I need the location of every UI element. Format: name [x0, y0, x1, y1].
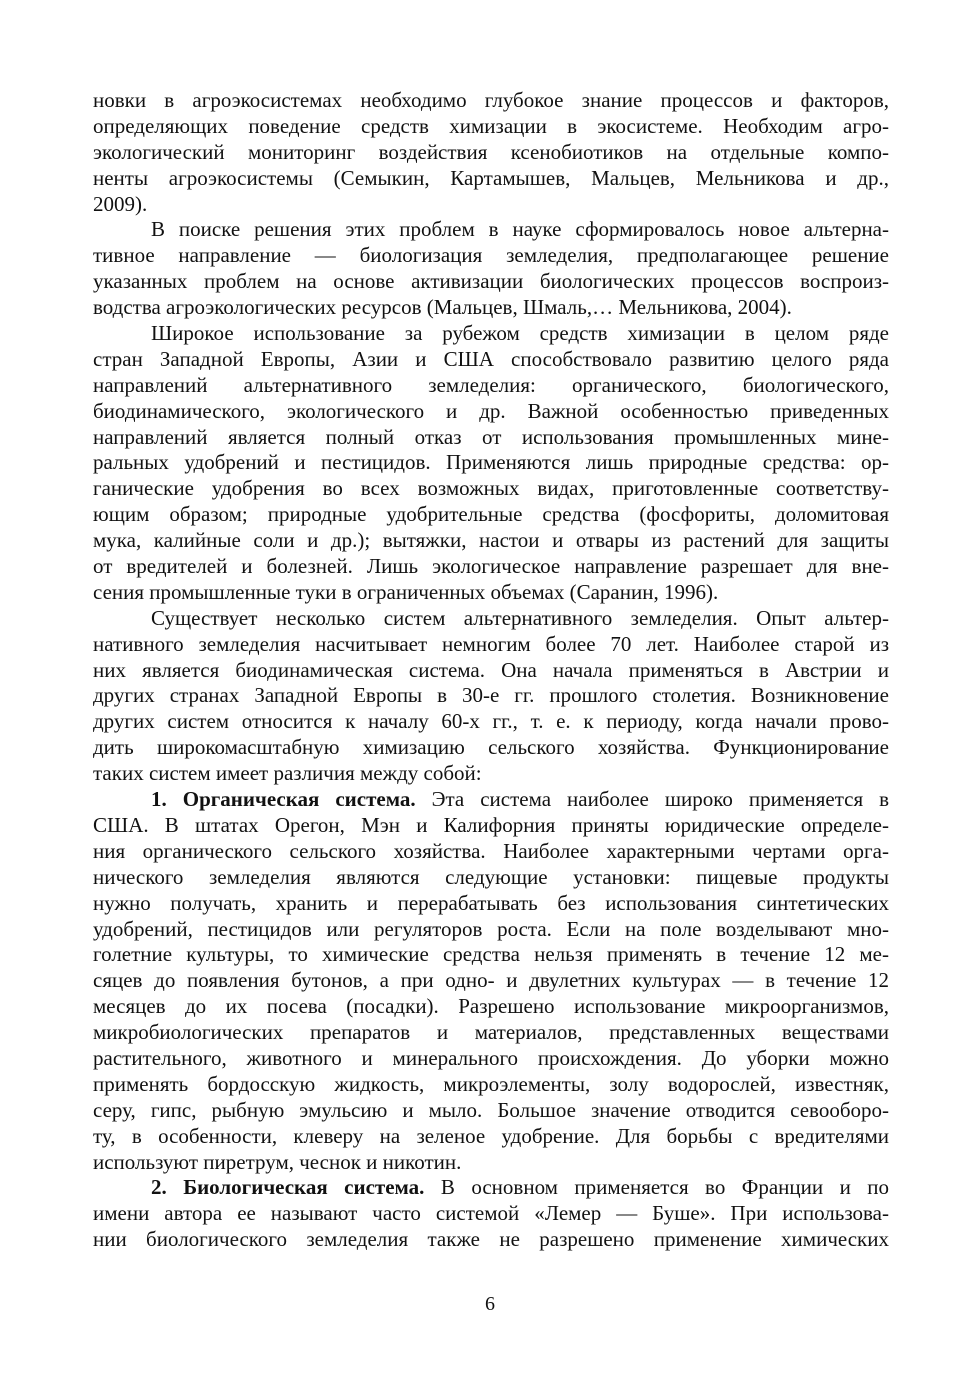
text-line: ненты агроэкосистемы (Семыкин, Картамышев, Мальцев, Мельникова и др.,: [93, 165, 889, 190]
page-number: 6: [485, 1293, 495, 1315]
section-heading: 2. Биологическая система.: [151, 1175, 425, 1200]
text-fragment: Эта система наиболее широко применяется в: [415, 787, 890, 812]
text-line: голетние культуры, то химические средства нельзя применять в течение 12 ме-: [93, 942, 889, 967]
text-line: США. В штатах Орегон, Мэн и Калифорния приняты юридические определе-: [93, 812, 889, 837]
text-line: определяющих поведение средств химизации в экосистеме. Необходим агро-: [93, 113, 889, 138]
text-line: нического земледелия являются следующие установки: пищевые продукты: [93, 864, 889, 889]
text-line: указанных проблем на основе активизации биологических процессов воспроиз-: [93, 269, 889, 294]
text-line: направлений является полный отказ от использования промышленных мине-: [93, 424, 889, 449]
text-line: ральных удобрений и пестицидов. Применяются лишь природные средства: ор-: [93, 450, 889, 475]
text-line: экологический мониторинг воздействия ксенобиотиков на отдельные компо-: [93, 139, 889, 164]
text-line: нии биологического земледелия также не разрешено применение химических: [93, 1227, 889, 1252]
text-line: Существует несколько систем альтернативного земледелия. Опыт альтер-: [151, 605, 889, 630]
text-line: [93, 1175, 889, 1201]
text-line: стран Западной Европы, Азии и США способствовало развитию целого ряда: [93, 346, 889, 371]
text-line: сения промышленные туки в ограниченных объемах (Саранин, 1996).: [93, 579, 719, 604]
text-line: сяцев до появления бутонов, а при одно- и двулетних культурах — в течение 12: [93, 968, 889, 993]
text-line: новки в агроэкосистемах необходимо глубокое знание процессов и факторов,: [93, 88, 889, 112]
paragraph: [93, 217, 889, 321]
text-line: удобрений, пестицидов или регуляторов роста. Если на поле возделывают мно-: [93, 916, 889, 941]
text-line: 2009).: [93, 191, 148, 216]
text-line: других систем относится к началу 60-х гг., т. е. к периоду, когда начали прово-: [93, 709, 889, 734]
text-line: ния органического сельского хозяйства. Наиболее характерными чертами орга-: [93, 838, 889, 863]
text-fragment: В основном применяется во Франции и по: [424, 1175, 889, 1200]
text-line: них является биодинамическая система. Она начала применяться в Австрии и: [93, 657, 889, 682]
text-line: от вредителей и болезней. Лишь экологическое направление разрешает для вне-: [93, 554, 889, 579]
text-line: мука, калийные соли и др.); вытяжки, настои и отвары из растений для защиты: [93, 528, 889, 553]
paragraph: [93, 606, 889, 787]
text-line: направлений альтернативного земледелия: органического, биологического,: [93, 372, 889, 397]
text-line: тивное направление — биологизация земледелия, предполагающее решение: [93, 243, 889, 268]
document-page: [93, 88, 889, 1253]
paragraph: [93, 321, 889, 606]
text-line: таких систем имеет различия между собой:: [93, 761, 482, 786]
text-line: серу, гипс, рыбную эмульсию и мыло. Большое значение отводится севооборо-: [93, 1097, 889, 1122]
text-line: ганические удобрения во всех возможных видах, приготовленные соответству-: [93, 476, 889, 501]
text-line: других странах Западной Европы в 30-е гг. прошлого столетия. Возникновение: [93, 683, 889, 708]
text-line: растительного, животного и минерального происхождения. До уборки можно: [93, 1045, 889, 1070]
section-heading: 1. Органическая система.: [151, 787, 416, 812]
text-line: нативного земледелия насчитывает немногим более 70 лет. Наиболее старой из: [93, 631, 889, 656]
text-line: ющим образом; природные удобрительные средства (фосфориты, доломитовая: [93, 502, 889, 527]
text-line: месяцев до их посева (посадки). Разрешено использование микроорганизмов,: [93, 994, 889, 1019]
text-line: биодинамического, экологического и др. Важной особенностью приведенных: [93, 398, 889, 423]
text-line: Широкое использование за рубежом средств химизации в целом ряде: [151, 321, 889, 346]
paragraph: [93, 88, 889, 217]
text-line: микробиологических препаратов и материалов, представленных веществами: [93, 1020, 889, 1045]
text-line: нужно получать, хранить и перерабатывать без использования синтетических: [93, 890, 889, 915]
paragraph-organic-system: [93, 787, 889, 1175]
text-line: имени автора ее называют часто системой «Лемер — Буше». При использова-: [93, 1201, 889, 1226]
text-line: используют пиретрум, чеснок и никотин.: [93, 1149, 462, 1174]
text-line: ту, в особенности, клеверу на зеленое удобрение. Для борьбы с вредителями: [93, 1123, 889, 1148]
text-line: [93, 787, 889, 813]
text-line: дить широкомасштабную химизацию сельского хозяйства. Функционирование: [93, 735, 889, 760]
paragraph-biological-system: [93, 1175, 889, 1253]
text-line: В поиске решения этих проблем в науке сформировалось новое альтерна-: [151, 217, 889, 242]
text-line: применять бордосскую жидкость, микроэлементы, золу водорослей, известняк,: [93, 1071, 889, 1096]
text-line: водства агроэкологических ресурсов (Мальцев, Шмаль,… Мельникова, 2004).: [93, 295, 792, 320]
